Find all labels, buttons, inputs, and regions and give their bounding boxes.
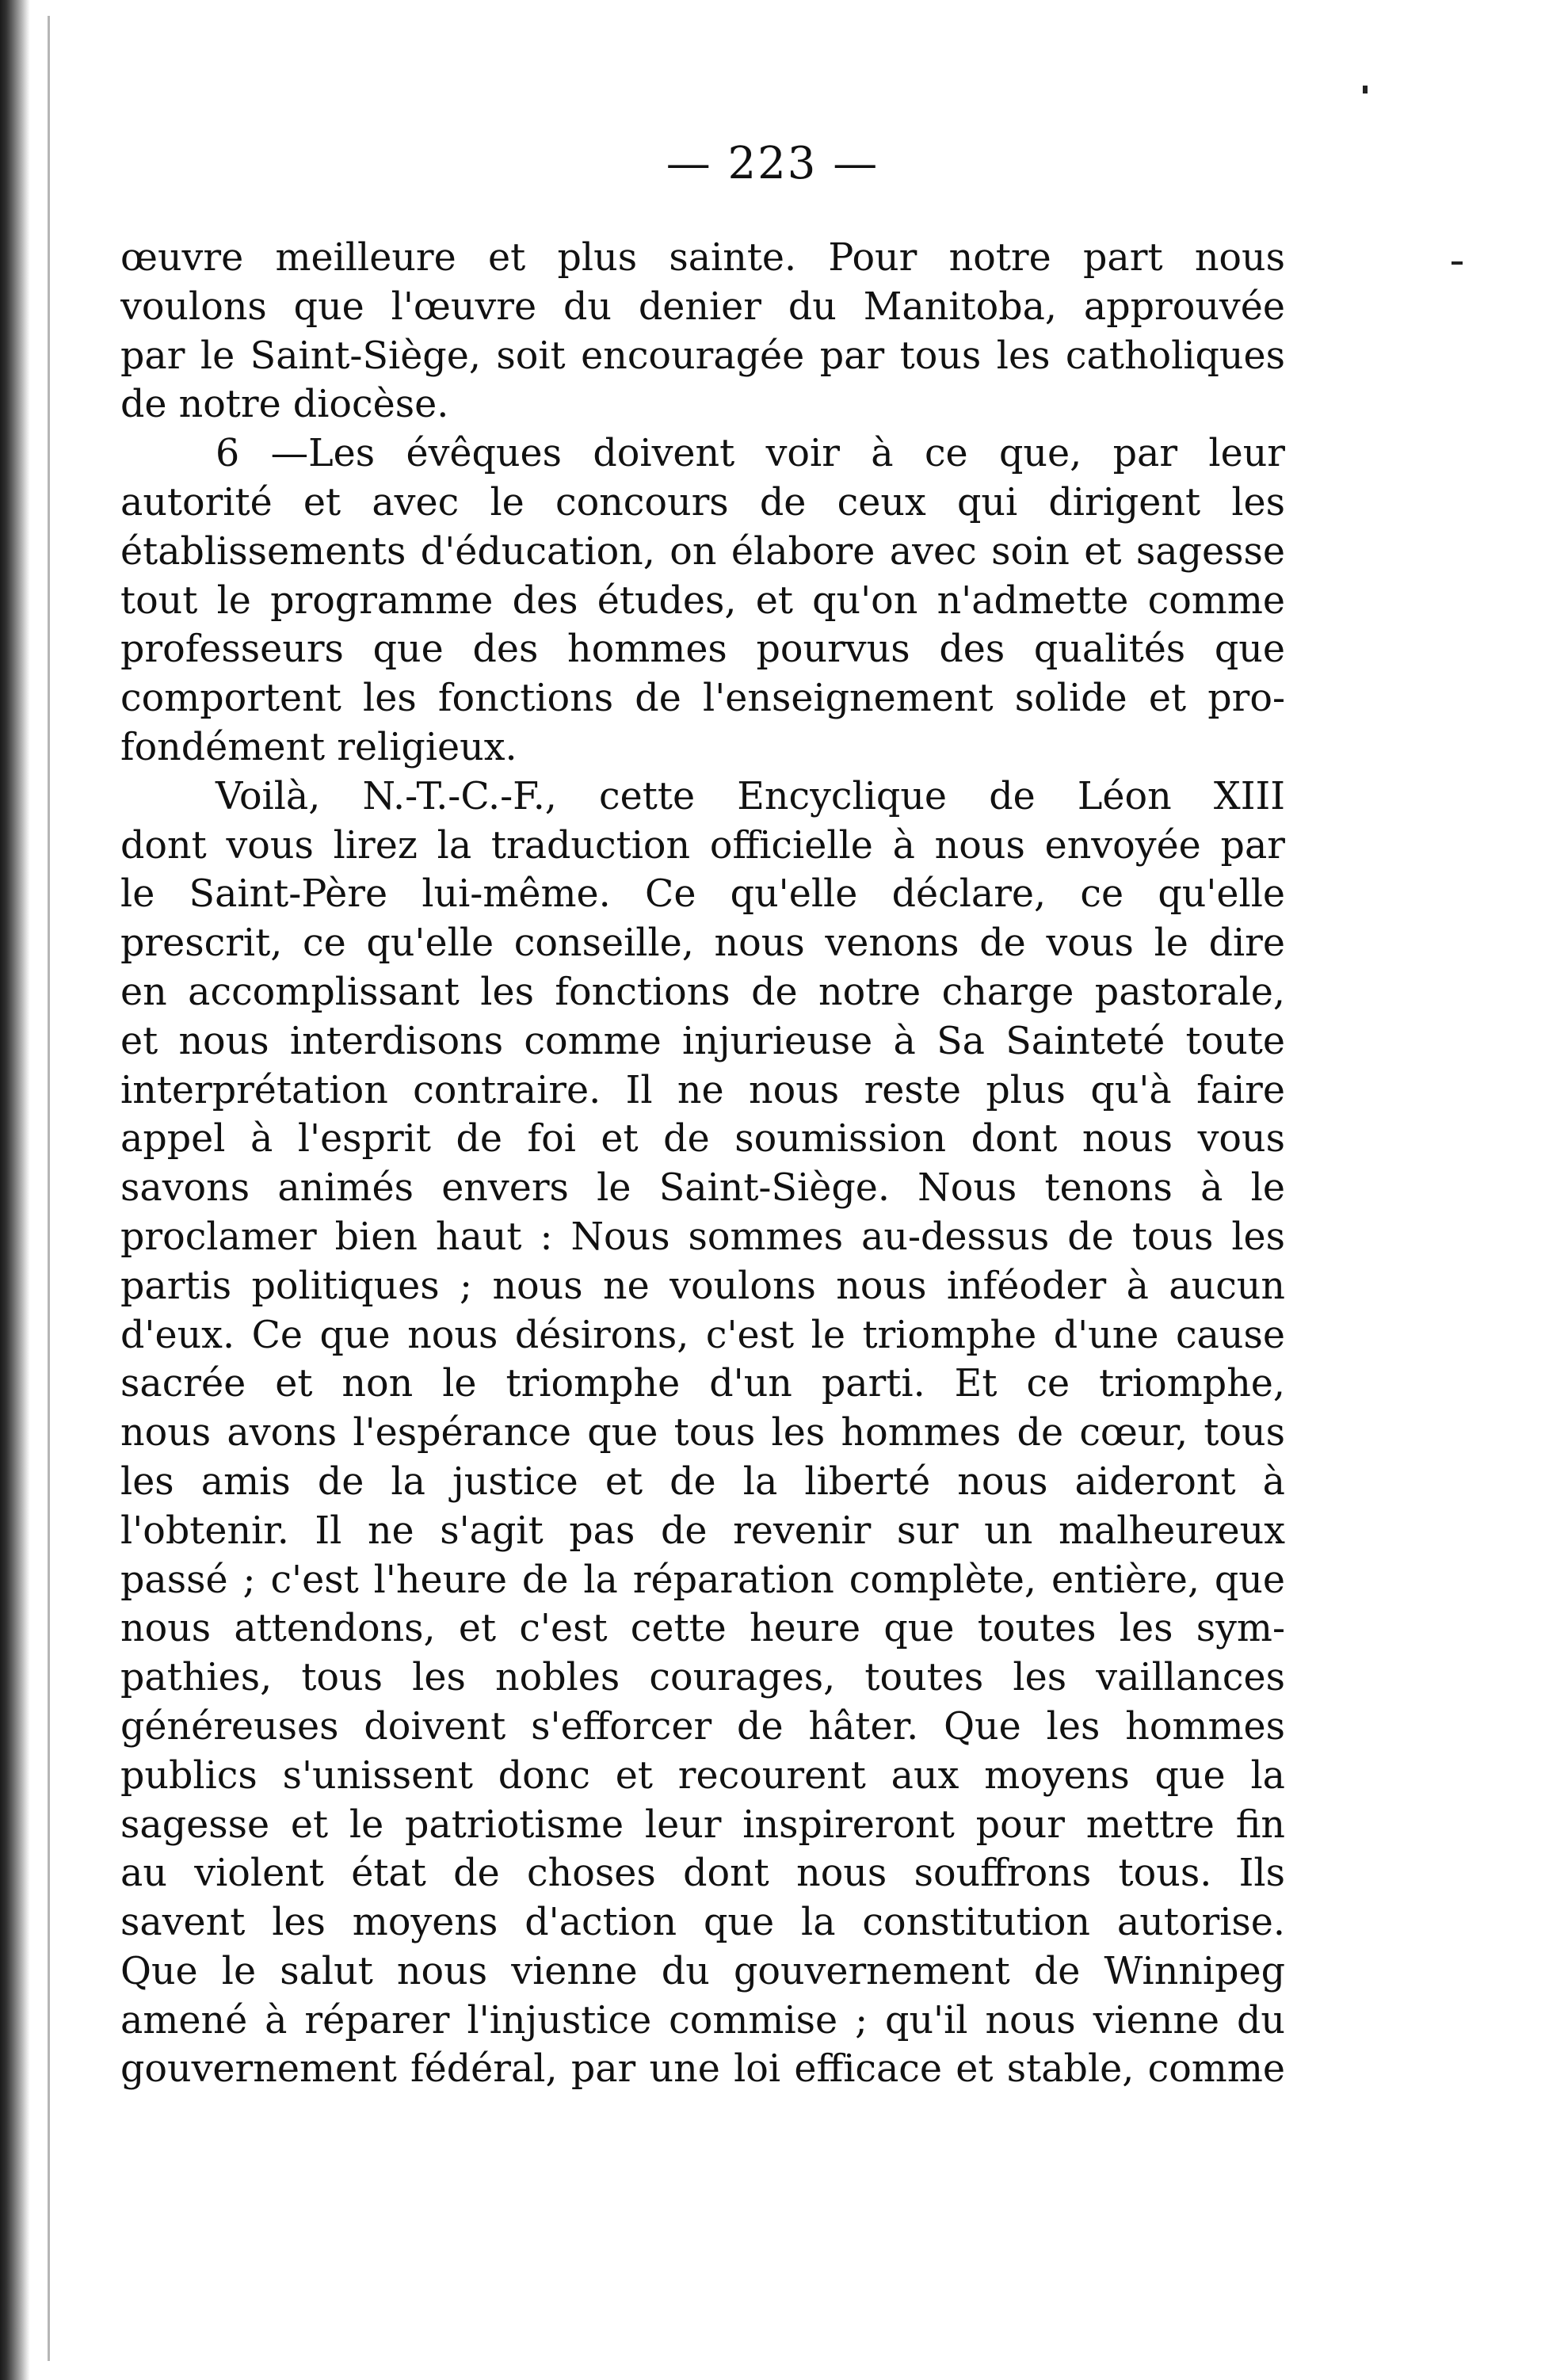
page-gutter-line	[48, 16, 50, 2361]
text-line: savons animés envers le Saint-Siège. Nous tenons à le	[120, 1166, 1285, 1211]
text-line: fondément religieux.	[120, 725, 517, 769]
text-line: autorité et avec le concours de ceux qui dirigent les	[120, 480, 1285, 524]
text-line: savent les moyens d'action que la constitution autorise.	[120, 1901, 1285, 1945]
text-line: voulons que l'œuvre du denier du Manitoba, approuvée	[120, 284, 1285, 329]
text-line: passé ; c'est l'heure de la réparation complète, entière, que	[120, 1558, 1285, 1602]
print-speck	[1363, 86, 1368, 93]
text-line: pathies, tous les nobles courages, toutes les vaillances	[120, 1656, 1285, 1700]
text-line: publics s'unissent donc et recourent aux moyens que la	[120, 1753, 1285, 1798]
paragraph	[120, 234, 1285, 429]
text-line: sacrée et non le triomphe d'un parti. Et ce triomphe,	[120, 1362, 1285, 1406]
print-speck	[1452, 261, 1463, 265]
page-number: — 223 —	[666, 138, 879, 189]
text-line: œuvre meilleure et plus sainte. Pour notre part nous	[120, 236, 1285, 280]
text-line: de notre diocèse.	[120, 383, 449, 427]
text-line: en accomplissant les fonctions de notre charge pastorale,	[120, 970, 1285, 1014]
text-line: prescrit, ce qu'elle conseille, nous venons de vous le dire	[120, 921, 1285, 966]
text-line: Voilà, N.-T.-C.-F., cette Encyclique de Léon XIII	[216, 774, 1285, 818]
text-line: par le Saint-Siège, soit encouragée par tous les catholiques	[120, 334, 1285, 378]
text-line: gouvernement fédéral, par une loi efficace et stable, comme	[120, 2047, 1285, 2092]
text-line: au violent état de choses dont nous souffrons tous. Ils	[120, 1852, 1285, 1896]
text-line: le Saint-Père lui-même. Ce qu'elle déclare, ce qu'elle	[120, 872, 1285, 917]
text-line: partis politiques ; nous ne voulons nous inféoder à aucun	[120, 1264, 1285, 1308]
text-line: nous avons l'espérance que tous les hommes de cœur, tous	[120, 1411, 1285, 1455]
text-line: nous attendons, et c'est cette heure que toutes les sym-	[120, 1607, 1285, 1651]
text-line: comportent les fonctions de l'enseignement solide et pro-	[120, 677, 1285, 721]
text-line: tout le programme des études, et qu'on n'admette comme	[120, 578, 1285, 623]
text-line: appel à l'esprit de foi et de soumission dont nous vous	[120, 1117, 1285, 1161]
text-line: professeurs que des hommes pourvus des qualités que	[120, 627, 1285, 672]
text-line: dont vous lirez la traduction officielle à nous envoyée par	[120, 823, 1285, 868]
text-line: et nous interdisons comme injurieuse à Sa Sainteté toute	[120, 1019, 1285, 1063]
page-binding-edge	[0, 0, 30, 2380]
text-line: sagesse et le patriotisme leur inspireront pour mettre fin	[120, 1802, 1285, 1847]
body-text	[120, 234, 1285, 2094]
text-line: les amis de la justice et de la liberté nous aideront à	[120, 1459, 1285, 1504]
text-line: interprétation contraire. Il ne nous reste plus qu'à faire	[120, 1068, 1285, 1112]
text-line: 6 —Les évêques doivent voir à ce que, par leur	[216, 432, 1285, 476]
text-line: d'eux. Ce que nous désirons, c'est le triomphe d'une cause	[120, 1313, 1285, 1357]
text-line: Que le salut nous vienne du gouvernement de Winnipeg	[120, 1949, 1285, 1993]
text-line: proclamer bien haut : Nous sommes au-dessus de tous les	[120, 1215, 1285, 1259]
paragraph	[120, 772, 1285, 2095]
text-line: généreuses doivent s'efforcer de hâter. Que les hommes	[120, 1704, 1285, 1749]
text-line: amené à réparer l'injustice commise ; qu'il nous vienne du	[120, 1998, 1285, 2042]
paragraph	[120, 429, 1285, 772]
text-line: l'obtenir. Il ne s'agit pas de revenir sur un malheureux	[120, 1508, 1285, 1553]
text-line: établissements d'éducation, on élabore avec soin et sagesse	[120, 529, 1285, 574]
